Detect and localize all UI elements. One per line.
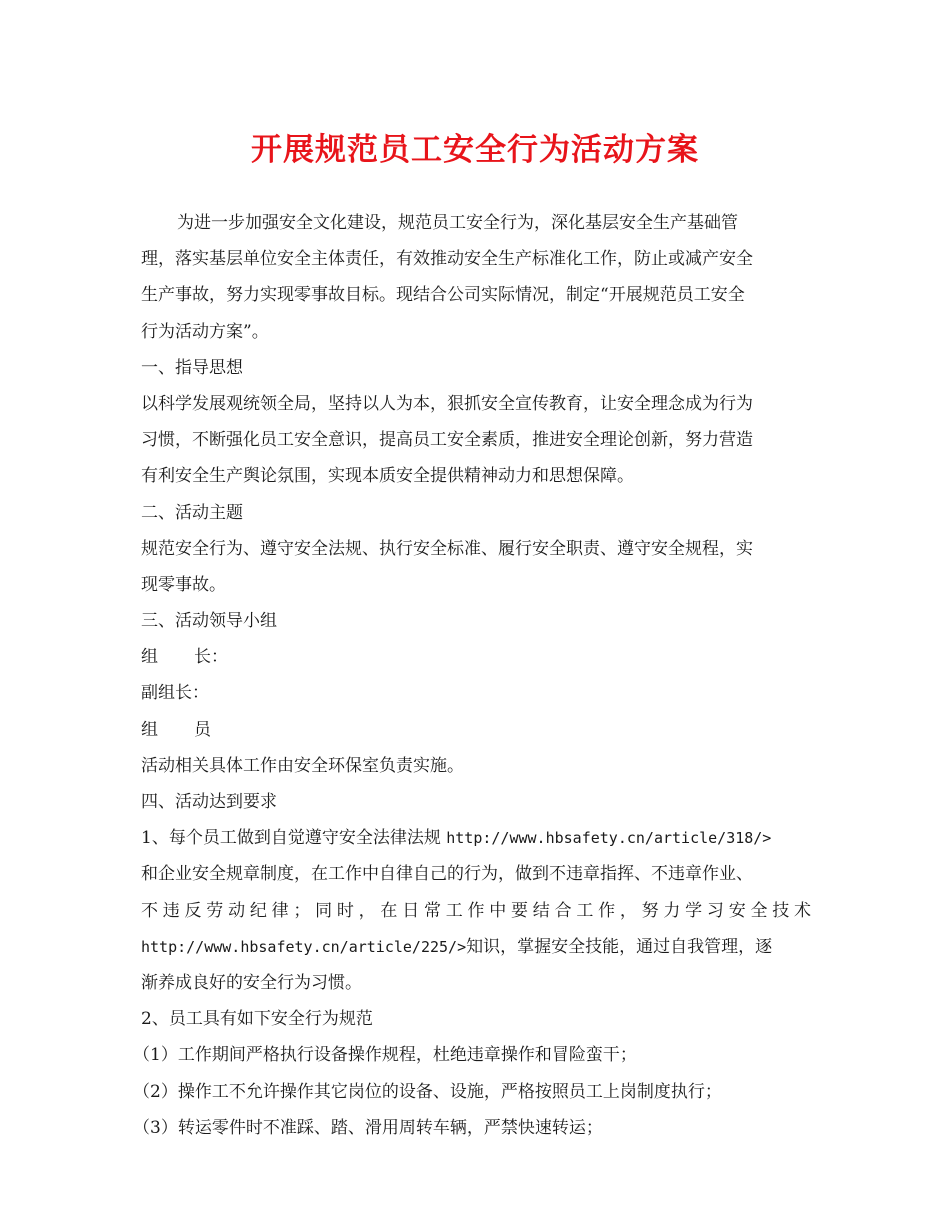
- leader-label-part: 长：: [194, 647, 228, 668]
- intro-line: 为进一步加强安全文化建设，规范员工安全行为，深化基层安全生产基础管: [177, 213, 738, 233]
- paragraph-line: 习惯，不断强化员工安全意识，提高员工安全素质，推进安全理论创新，努力营造: [141, 430, 753, 451]
- url-link[interactable]: http://www.hbsafety.cn/article/318/>: [446, 829, 772, 848]
- intro-line: 行为活动方案”。: [141, 321, 269, 342]
- rule-item: （2）操作工不允许操作其它岗位的设备、设施，严格按照员工上岗制度执行；: [133, 1081, 722, 1102]
- deputy-line: 副组长：: [141, 683, 209, 704]
- member-label-part: 员: [194, 719, 211, 740]
- paragraph-line: 规范安全行为、遵守安全法规、执行安全标准、履行安全职责、遵守安全规程，实: [141, 538, 753, 559]
- member-label-part: 组: [141, 719, 158, 740]
- paragraph-line: 现零事故。: [141, 574, 226, 595]
- url-link[interactable]: http://www.hbsafety.cn/article/225/>: [141, 937, 467, 956]
- section-heading: 四、活动达到要求: [141, 792, 277, 812]
- paragraph-line: 不违反劳动纪律；同时，在日常工作中要结合工作，努力学习安全技术: [141, 900, 811, 921]
- leader-label-part: 组: [141, 647, 158, 668]
- leader-line: [141, 639, 811, 675]
- paragraph-line: 以科学发展观统领全局，坚持以人为本，狠抓安全宣传教育，让安全理念成为行为: [141, 393, 753, 414]
- section-heading: 三、活动领导小组: [141, 611, 277, 632]
- rule-item: （1）工作期间严格执行设备操作规程，杜绝违章操作和冒险蛮干；: [133, 1045, 637, 1066]
- document-body: [133, 205, 811, 1146]
- paragraph-line: 渐养成良好的安全行为习惯。: [141, 972, 362, 993]
- paragraph-line: [141, 929, 811, 965]
- paragraph-line: 和企业安全规章制度，在工作中自律自己的行为，做到不违章指挥、不违章作业、: [141, 864, 753, 885]
- document-title: 开展规范员工安全行为活动方案: [251, 132, 699, 168]
- paragraph-line: [141, 820, 811, 856]
- item-text: 知识，掌握安全技能，通过自我管理，逐: [466, 936, 773, 957]
- intro-line: 理，落实基层单位安全主体责任，有效推动安全生产标准化工作，防止或减产安全: [141, 249, 753, 270]
- paragraph-line: 活动相关具体工作由安全环保室负责实施。: [141, 755, 464, 776]
- intro-line: 生产事故，努力实现零事故目标。现结合公司实际情况，制定“开展规范员工安全: [141, 285, 745, 306]
- paragraph-line: 有利安全生产舆论氛围，实现本质安全提供精神动力和思想保障。: [141, 466, 634, 487]
- section-heading: 一、指导思想: [141, 357, 243, 378]
- paragraph-line: 2、员工具有如下安全行为规范: [141, 1009, 373, 1030]
- rule-item: （3）转运零件时不准踩、踏、滑用周转车辆，严禁快速转运；: [133, 1117, 603, 1138]
- member-line: [141, 712, 811, 748]
- section-heading: 二、活动主题: [141, 502, 243, 523]
- item-text: 1、每个员工做到自觉遵守安全法律法规: [141, 828, 441, 849]
